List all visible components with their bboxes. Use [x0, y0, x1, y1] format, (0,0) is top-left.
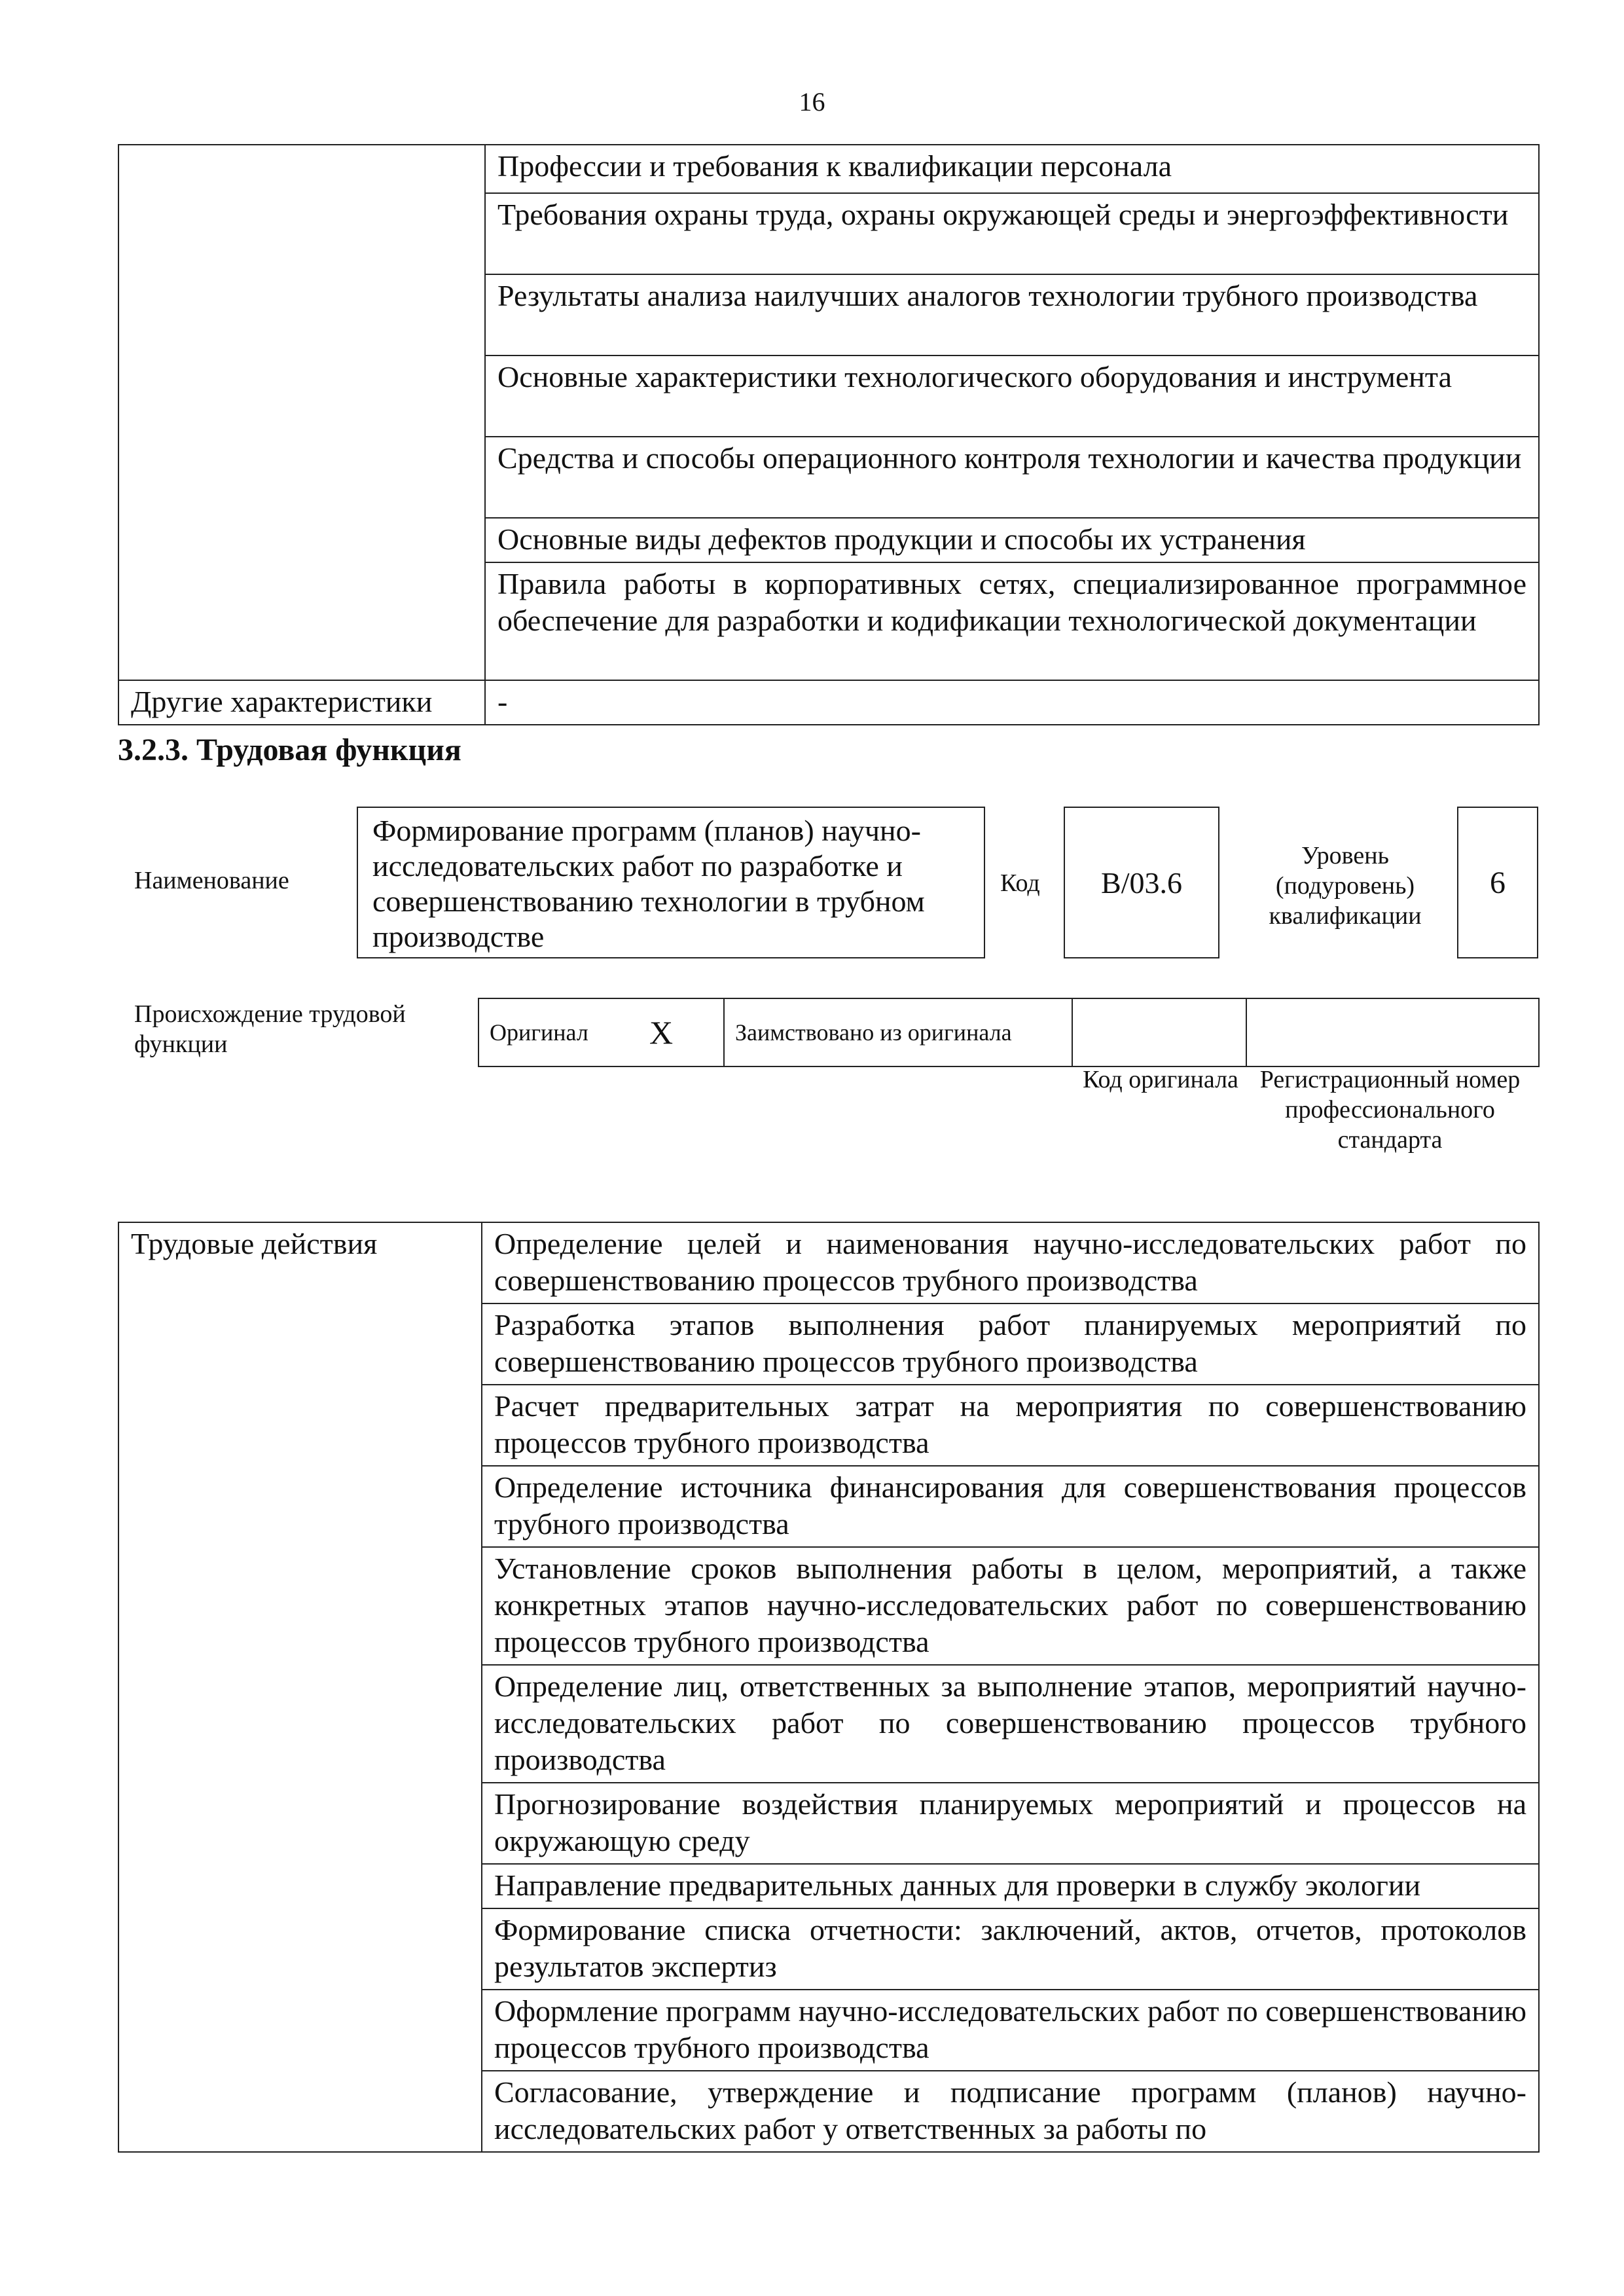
- function-name-box: [357, 807, 985, 958]
- labour-actions-label: Трудовые действия: [118, 1222, 482, 2152]
- function-name-value: Формирование программ (планов) научно-исследовательских работ по разработке и совершенствованию технологии в трубном производстве: [372, 814, 925, 953]
- action-row: Формирование списка отчетности: заключений, актов, отчетов, протоколов результатов экспертиз: [482, 1908, 1539, 1990]
- original-mark: Х: [639, 998, 724, 1066]
- code-label: Код: [1000, 869, 1040, 897]
- knowledge-row: Результаты анализа наилучших аналогов технологии трубного производства: [485, 274, 1539, 355]
- knowledge-row: Средства и способы операционного контроля технологии и качества продукции: [485, 437, 1539, 518]
- origin-code-caption: Код оригинала: [1083, 1066, 1238, 1093]
- action-row: Определение источника финансирования для совершенствования процессов трубного производства: [482, 1466, 1539, 1547]
- action-row: Направление предварительных данных для проверки в службу экологии: [482, 1864, 1539, 1908]
- action-row: Расчет предварительных затрат на мероприятия по совершенствованию процессов трубного производства: [482, 1385, 1539, 1466]
- action-row: Прогнозирование воздействия планируемых мероприятий и процессов на окружающую среду: [482, 1783, 1539, 1864]
- function-code-box: [1064, 807, 1219, 958]
- name-label: Наименование: [134, 867, 289, 894]
- section-heading: 3.2.3. Трудовая функция: [118, 733, 461, 767]
- origin-code-cell: [1072, 998, 1246, 1066]
- action-row: Определение целей и наименования научно-исследовательских работ по совершенствованию процессов трубного производства: [482, 1222, 1539, 1303]
- action-row: Определение лиц, ответственных за выполнение этапов, мероприятий научно-исследовательских работ по совершенствованию процессов трубного производства: [482, 1665, 1539, 1783]
- action-row: Оформление программ научно-исследовательских работ по совершенствованию процессов трубного производства: [482, 1990, 1539, 2071]
- knowledge-row: Основные виды дефектов продукции и способы их устранения: [485, 518, 1539, 562]
- action-row: Установление сроков выполнения работы в целом, мероприятий, а также конкретных этапов научно-исследовательских работ по совершенствованию процессов трубного производства: [482, 1547, 1539, 1665]
- level-label: Уровень (подуровень) квалификации: [1269, 842, 1422, 930]
- level-value: 6: [1490, 865, 1506, 900]
- labour-actions-table: [118, 1222, 1540, 2153]
- borrowed-label: Заимствовано из оригинала: [724, 998, 1072, 1066]
- knowledge-row: Профессии и требования к квалификации персонала: [485, 145, 1539, 193]
- knowledge-row: Требования охраны труда, охраны окружающей среды и энергоэффективности: [485, 193, 1539, 274]
- level-box: [1457, 807, 1538, 958]
- knowledge-row: Правила работы в корпоративных сетях, специализированное программное обеспечение для разработки и кодификации технологической документации: [485, 562, 1539, 680]
- page-number: 16: [799, 87, 825, 117]
- original-label: Оригинал: [478, 998, 639, 1066]
- action-row: Согласование, утверждение и подписание программ (планов) научно-исследовательских работ у ответственных за работы по: [482, 2071, 1539, 2152]
- knowledge-row: Основные характеристики технологического оборудования и инструмента: [485, 355, 1539, 437]
- origin-label: Происхождение трудовой функции: [134, 1000, 406, 1058]
- other-characteristics-value: -: [485, 680, 1539, 725]
- registration-number-cell: [1246, 998, 1539, 1066]
- function-code-value: В/03.6: [1101, 866, 1182, 900]
- action-row: Разработка этапов выполнения работ планируемых мероприятий по совершенствованию процессов трубного производства: [482, 1303, 1539, 1385]
- origin-table: [478, 998, 1540, 1067]
- knowledge-table: [118, 144, 1540, 725]
- other-characteristics-label: Другие характеристики: [118, 680, 485, 725]
- registration-number-caption: Регистрационный номер профессионального стандарта: [1259, 1066, 1521, 1154]
- blank-label-cell: [118, 145, 485, 680]
